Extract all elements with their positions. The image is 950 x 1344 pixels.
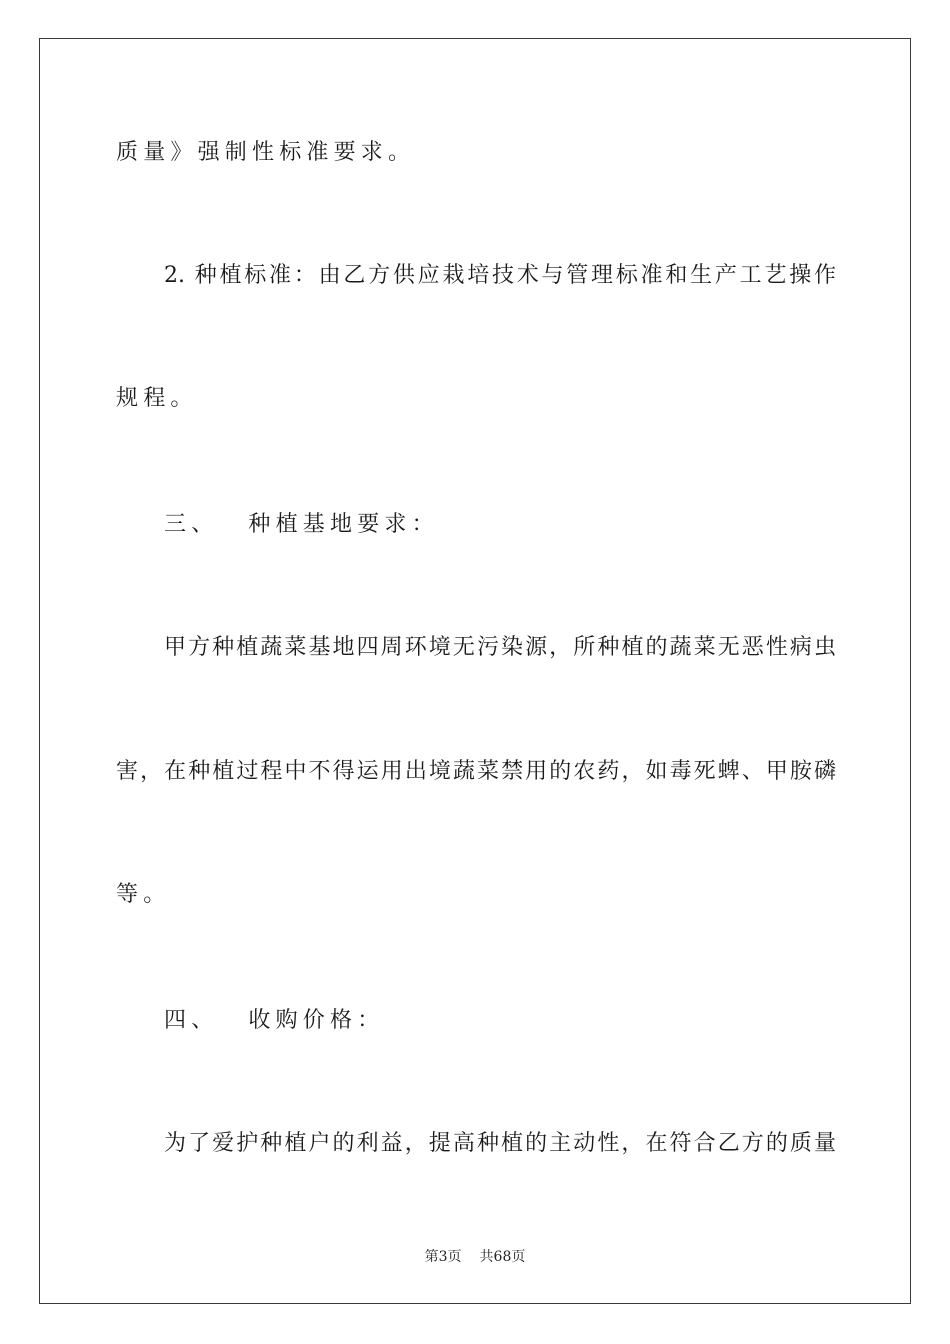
- section-number: 四、: [164, 1008, 219, 1033]
- section-title: 收购价格：: [248, 1008, 385, 1033]
- text-line-9: 为了爱护种植户的利益，提高种植的主动性，在符合乙方的质量: [164, 1131, 836, 1156]
- text-line-1: 质量》强制性标准要求。: [116, 140, 416, 165]
- text-line-3: 规程。: [116, 386, 198, 411]
- total-pages: 共68页: [479, 1249, 526, 1265]
- section-title: 种植基地要求：: [248, 512, 439, 537]
- text-line-7: 等。: [116, 882, 171, 907]
- section-number: 三、: [164, 512, 219, 537]
- text-line-2: 2. 种植标准：由乙方供应栽培技术与管理标准和生产工艺操作: [164, 263, 836, 288]
- text-line-6: 害，在种植过程中不得运用出境蔬菜禁用的农药，如毒死蜱、甲胺磷: [116, 759, 836, 784]
- page-footer: [0, 1247, 950, 1267]
- section-heading-4: [164, 1006, 836, 1036]
- page-number: 第3页: [424, 1249, 462, 1265]
- page-border: [39, 38, 911, 1304]
- section-heading-3: [164, 510, 836, 540]
- text-line-5: 甲方种植蔬菜基地四周环境无污染源，所种植的蔬菜无恶性病虫: [164, 635, 836, 660]
